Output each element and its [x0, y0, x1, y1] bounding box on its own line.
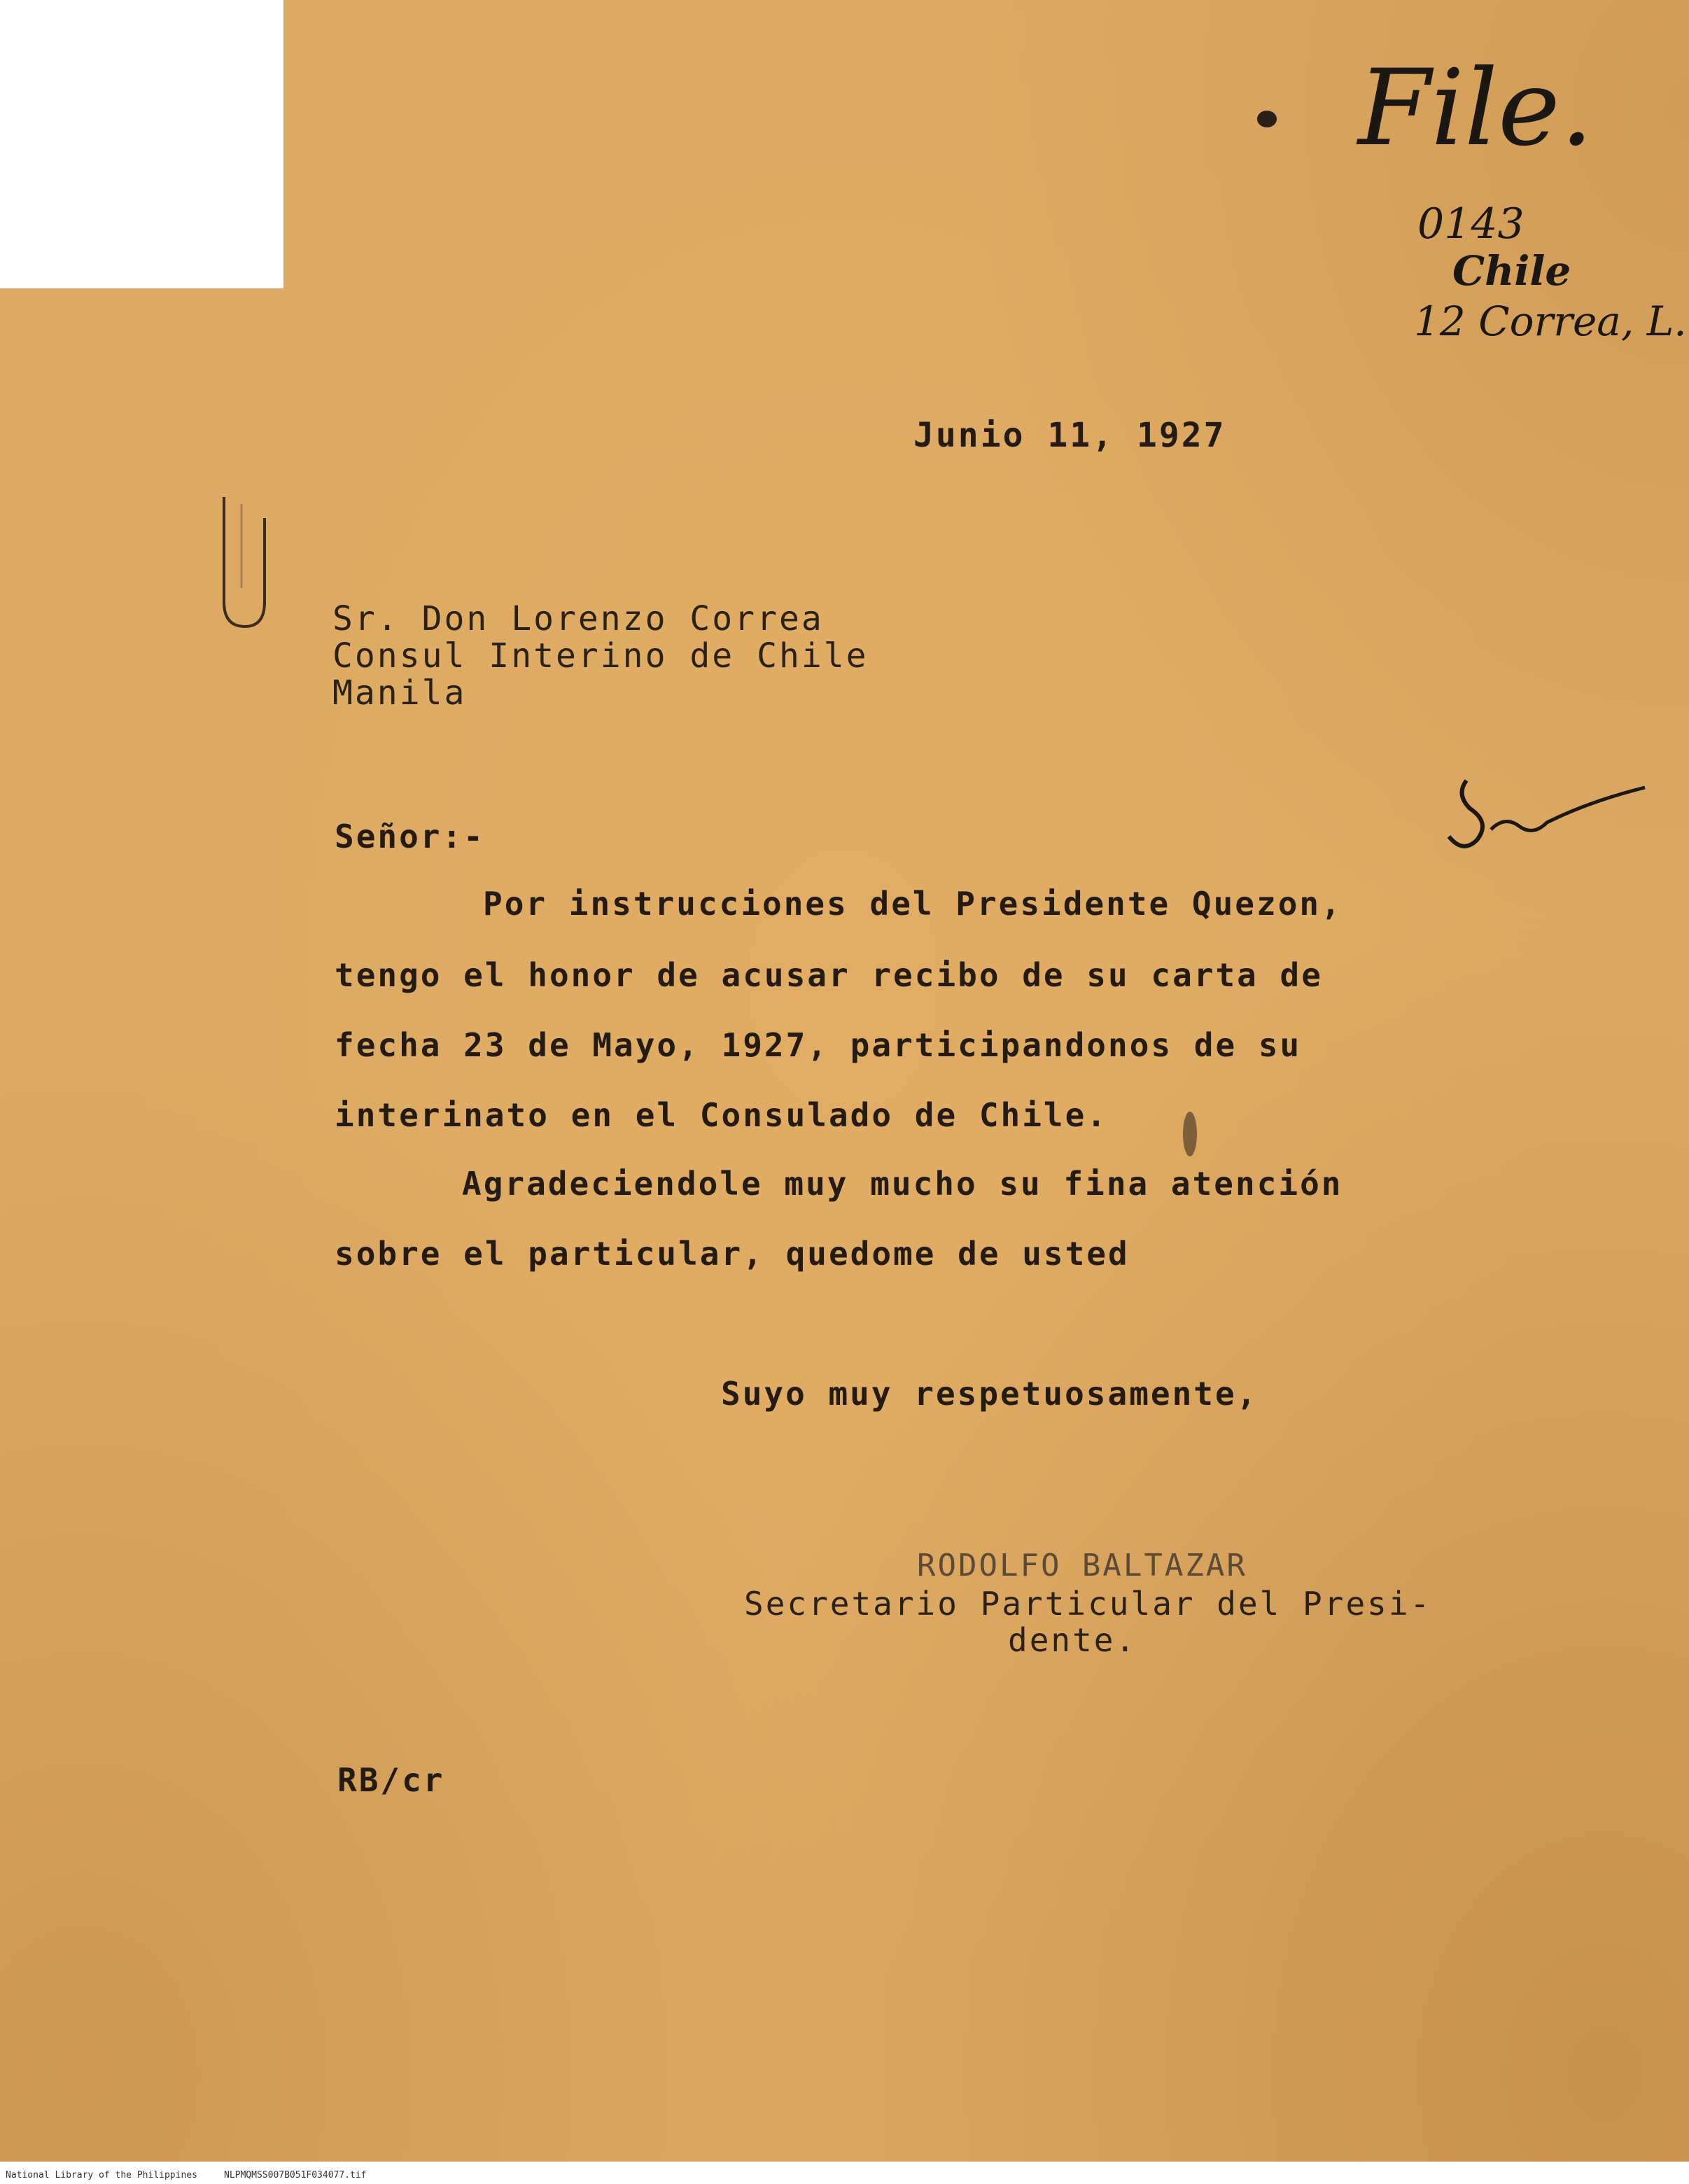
- reference-name-annotation: 12 Correa, L.: [1414, 298, 1687, 345]
- body-line: fecha 23 de Mayo, 1927, participandonos de su: [335, 1026, 1302, 1064]
- body-line: sobre el particular, quedome de usted: [335, 1235, 1130, 1273]
- signatory-name: RODOLFO BALTAZAR: [917, 1548, 1247, 1583]
- torn-corner: [0, 0, 283, 288]
- file-annotation: File.: [1358, 48, 1594, 169]
- archive-footer-source: National Library of the Philippines: [6, 2170, 197, 2180]
- signatory-title-line1: Secretario Particular del Presi-: [744, 1585, 1432, 1623]
- recipient-title: Consul Interino de Chile: [332, 636, 869, 676]
- body-line: tengo el honor de acusar recibo de su carta de: [335, 956, 1323, 994]
- ink-smudge-icon: [1253, 105, 1281, 133]
- salutation: Señor:-: [335, 818, 485, 855]
- recipient-city: Manila: [332, 673, 467, 713]
- recipient-name: Sr. Don Lorenzo Correa: [332, 599, 824, 638]
- body-line: Agradeciendole muy mucho su fina atención: [462, 1165, 1343, 1203]
- typist-initials: RB/cr: [337, 1761, 445, 1799]
- body-line: interinato en el Consulado de Chile.: [335, 1096, 1108, 1134]
- signatory-title-line2: dente.: [1008, 1621, 1137, 1659]
- letter-date: Junio 11, 1927: [913, 416, 1226, 455]
- body-line: Por instrucciones del Presidente Quezon,: [483, 885, 1343, 923]
- reference-number-annotation: 0143: [1417, 200, 1525, 248]
- closing: Suyo muy respetuosamente,: [721, 1375, 1259, 1413]
- paperclip-mark-icon: [210, 483, 273, 637]
- reference-country-annotation: Chile: [1452, 247, 1571, 295]
- archive-footer-filename: NLPMQMSS007B051F034077.tif: [224, 2170, 367, 2180]
- handwritten-initial-mark-icon: [1428, 766, 1659, 864]
- ink-smudge-icon: [1176, 1106, 1204, 1162]
